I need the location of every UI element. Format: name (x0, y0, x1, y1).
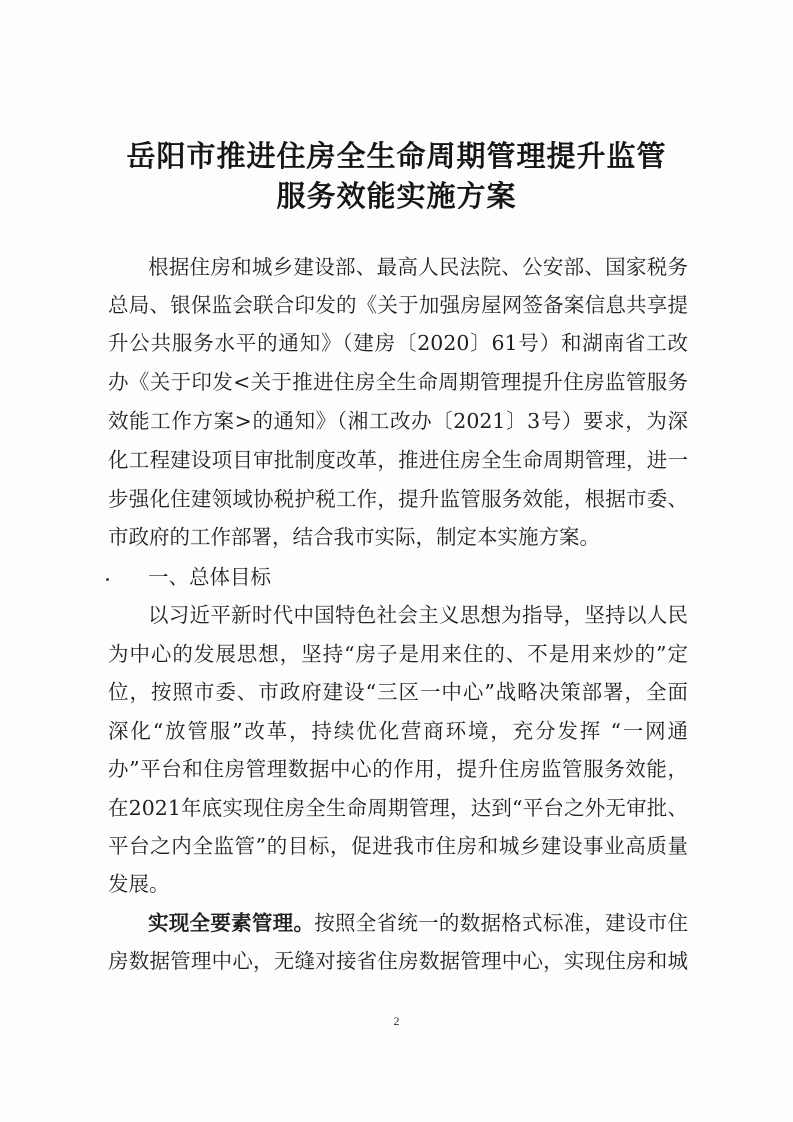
para2-line-1 (148, 911, 688, 935)
document-title-line-2: 服务效能实施方案 (276, 179, 517, 213)
section1-line-1: 以习近平新时代中国特色社会主义思想为指导，坚持以人民 (148, 603, 688, 627)
section1-line-5: 办”平台和住房管理数据中心的作用，提升住房监管服务效能， (108, 757, 688, 781)
intro-line-7: 步强化住建领域协税护税工作，提升监管服务效能，根据市委、 (108, 487, 688, 511)
document-title-line-1: 岳阳市推进住房全生命周期管理提升监管 (126, 139, 667, 173)
section1-line-8: 发展。 (108, 872, 170, 896)
section-heading-overall-goals: 一、总体目标 (148, 565, 271, 589)
intro-line-5: 效能工作方案>的通知》（湘工改办〔2021〕3号）要求，为深 (108, 409, 688, 433)
intro-line-2: 总局、银保监会联合印发的《关于加强房屋网签备案信息共享提 (108, 293, 688, 317)
section1-line-6: 在2021年底实现住房全生命周期管理，达到“平台之外无审批、 (108, 796, 688, 820)
section1-line-2: 为中心的发展思想，坚持“房子是用来住的、不是用来炒的”定 (108, 642, 688, 666)
intro-line-6: 化工程建设项目审批制度改革，推进住房全生命周期管理，进一 (108, 448, 688, 472)
para2-bold-lead: 实现全要素管理。 (148, 911, 315, 935)
para2-line-1-text: 按照全省统一的数据格式标准，建设市住 (314, 911, 689, 935)
scan-dot-mark (106, 578, 109, 581)
section1-line-3: 位，按照市委、市政府建设“三区一中心”战略决策部署，全面 (108, 680, 688, 704)
section1-line-7: 平台之内全监管”的目标，促进我市住房和城乡建设事业高质量 (108, 834, 688, 858)
intro-line-4: 办《关于印发<关于推进住房全生命周期管理提升住房监管服务 (108, 370, 688, 394)
section1-line-4: 深化“放管服”改革，持续优化营商环境，充分发挥 “一网通 (108, 719, 688, 743)
intro-line-3: 升公共服务水平的通知》（建房〔2020〕61号）和湖南省工改 (108, 331, 688, 355)
page-number: 2 (393, 1014, 400, 1028)
intro-line-1: 根据住房和城乡建设部、最高人民法院、公安部、国家税务 (148, 255, 688, 279)
para2-line-2: 房数据管理中心，无缝对接省住房数据管理中心，实现住房和城 (108, 949, 688, 973)
intro-line-8: 市政府的工作部署，结合我市实际，制定本实施方案。 (108, 525, 600, 549)
